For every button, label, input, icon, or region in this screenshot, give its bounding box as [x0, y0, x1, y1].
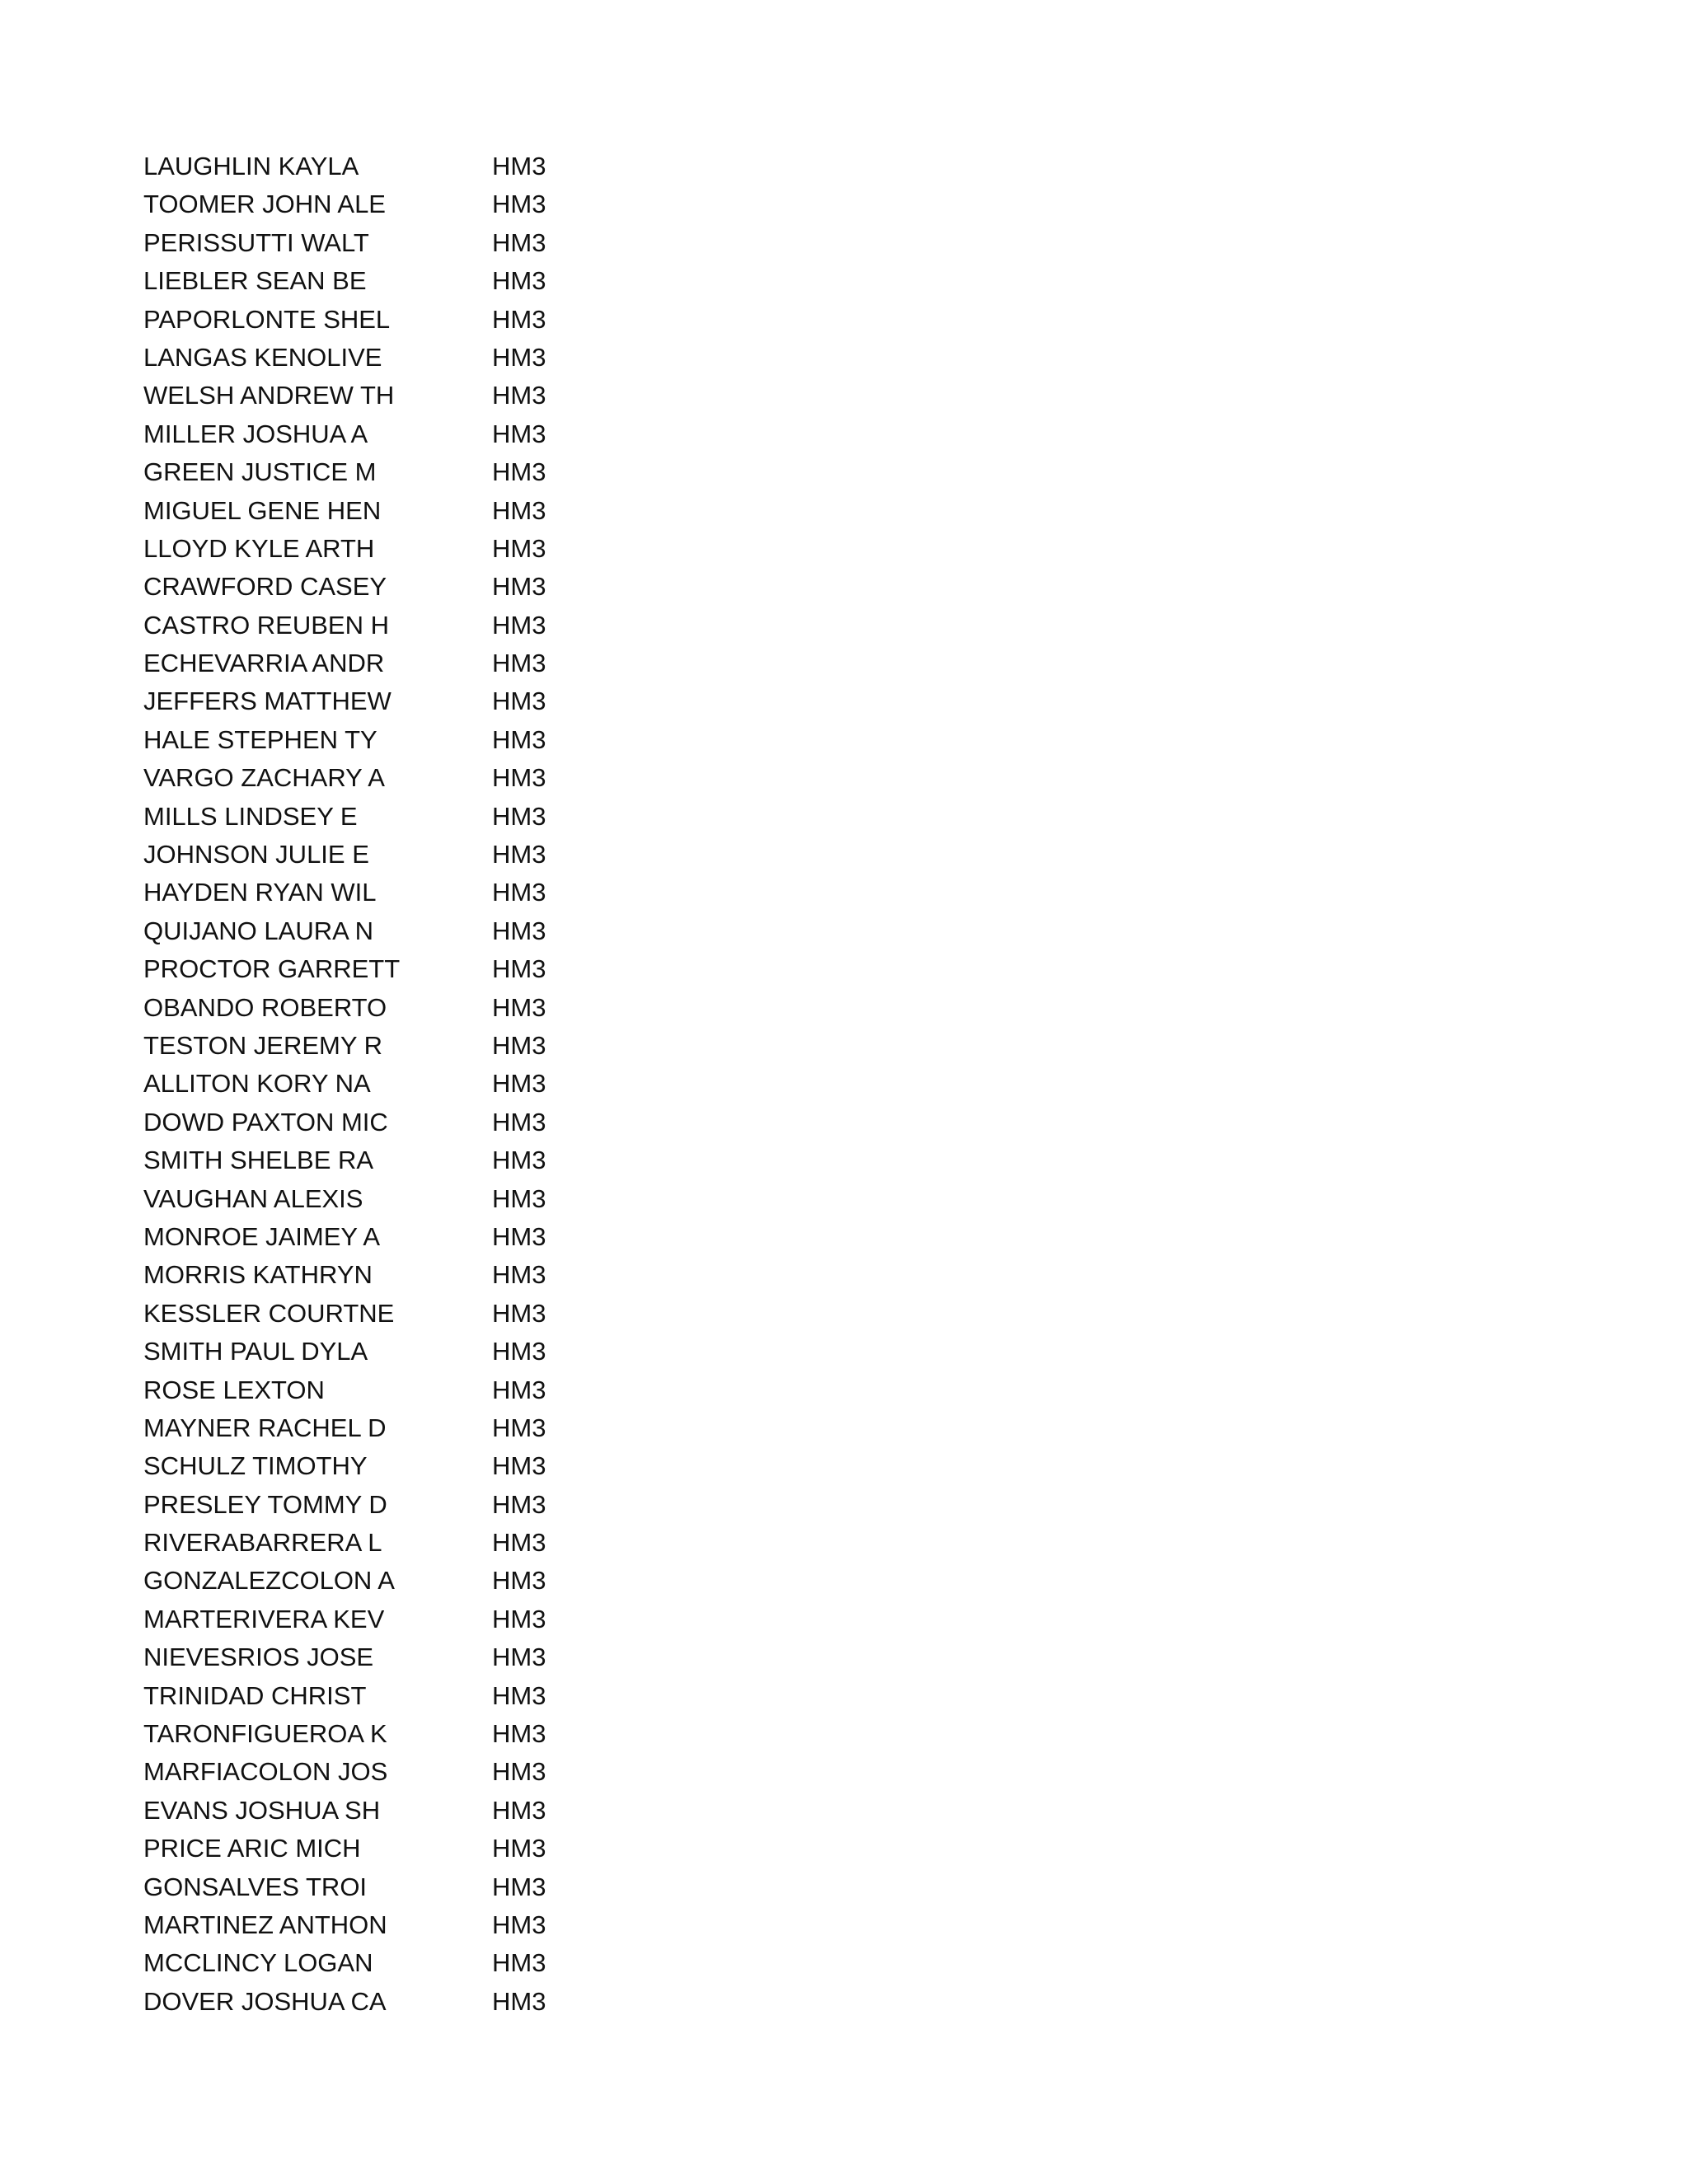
list-item: [143, 798, 605, 836]
member-name: EVANS JOSHUA SH: [143, 1795, 381, 1825]
member-name: MCCLINCY LOGAN: [143, 1948, 373, 1978]
member-rate: HM3: [492, 610, 546, 640]
list-item: [143, 1027, 605, 1065]
member-name: SMITH SHELBE RA: [143, 1146, 374, 1175]
member-name: LLOYD KYLE ARTH: [143, 533, 375, 563]
member-rate: HM3: [492, 1680, 546, 1710]
list-item: [143, 1065, 605, 1103]
list-item: [143, 1983, 605, 2021]
member-rate: HM3: [492, 1910, 546, 1939]
member-name: WELSH ANDREW TH: [143, 381, 395, 410]
member-rate: HM3: [492, 572, 546, 602]
member-rate: HM3: [492, 687, 546, 716]
list-item: [143, 1486, 605, 1524]
member-name: TOOMER JOHN ALE: [143, 190, 386, 219]
list-item: [143, 1715, 605, 1753]
list-item: [143, 989, 605, 1027]
member-rate: HM3: [492, 227, 546, 257]
member-name: GONSALVES TROI: [143, 1872, 368, 1901]
list-item: [143, 1524, 605, 1562]
list-item: [143, 1868, 605, 1906]
list-item: [143, 1906, 605, 1944]
member-rate: HM3: [492, 1183, 546, 1213]
member-rate: HM3: [492, 1030, 546, 1060]
list-item: [143, 1638, 605, 1676]
member-rate: HM3: [492, 1069, 546, 1099]
member-name: SCHULZ TIMOTHY: [143, 1451, 368, 1481]
member-name: VAUGHAN ALEXIS: [143, 1183, 363, 1213]
list-item: [143, 1141, 605, 1179]
member-name: VARGO ZACHARY A: [143, 763, 385, 793]
member-name: KESSLER COURTNE: [143, 1298, 395, 1328]
member-rate: HM3: [492, 992, 546, 1022]
member-name: QUIJANO LAURA N: [143, 916, 374, 945]
member-rate: HM3: [492, 878, 546, 907]
list-item: [143, 682, 605, 720]
list-item: [143, 339, 605, 377]
member-rate: HM3: [492, 1337, 546, 1366]
member-rate: HM3: [492, 266, 546, 296]
list-item: [143, 721, 605, 759]
member-name: TESTON JEREMY R: [143, 1030, 382, 1060]
list-item: [143, 1562, 605, 1600]
member-name: ALLITON KORY NA: [143, 1069, 371, 1099]
list-item: [143, 185, 605, 223]
member-rate: HM3: [492, 1986, 546, 2016]
list-item: [143, 148, 605, 185]
list-item: [143, 1677, 605, 1715]
member-rate: HM3: [492, 954, 546, 984]
list-item: [143, 836, 605, 874]
member-name: GONZALEZCOLON A: [143, 1566, 395, 1596]
list-item: [143, 644, 605, 682]
list-item: [143, 1830, 605, 1868]
member-rate: HM3: [492, 649, 546, 678]
member-name: MILLS LINDSEY E: [143, 801, 358, 831]
member-rate: HM3: [492, 763, 546, 793]
list-item: [143, 1409, 605, 1447]
member-name: PAPORLONTE SHEL: [143, 304, 391, 334]
list-item: [143, 950, 605, 988]
member-name: MIGUEL GENE HEN: [143, 495, 382, 525]
member-name: JEFFERS MATTHEW: [143, 687, 392, 716]
list-item: [143, 1104, 605, 1141]
list-item: [143, 1180, 605, 1218]
member-rate: HM3: [492, 1260, 546, 1290]
list-item: [143, 759, 605, 797]
member-name: DOWD PAXTON MIC: [143, 1107, 388, 1137]
member-name: MARTINEZ ANTHON: [143, 1910, 387, 1939]
member-name: MARFIACOLON JOS: [143, 1757, 388, 1787]
member-rate: HM3: [492, 1298, 546, 1328]
member-rate: HM3: [492, 724, 546, 754]
member-name: LAUGHLIN KAYLA: [143, 152, 359, 180]
member-rate: HM3: [492, 1872, 546, 1901]
list-item: [143, 453, 605, 491]
member-rate: HM3: [492, 1795, 546, 1825]
list-item: [143, 224, 605, 262]
member-name: MILLER JOSHUA A: [143, 419, 368, 448]
member-name: SMITH PAUL DYLA: [143, 1337, 368, 1366]
member-name: HALE STEPHEN TY: [143, 724, 377, 754]
list-item: [143, 1256, 605, 1294]
member-name: ECHEVARRIA ANDR: [143, 649, 385, 678]
list-item: [143, 301, 605, 339]
member-rate: HM3: [492, 1107, 546, 1137]
list-item: [143, 1371, 605, 1409]
list-item: [143, 1753, 605, 1791]
member-name: TARONFIGUEROA K: [143, 1719, 387, 1749]
member-rate: HM3: [492, 381, 546, 410]
member-name: RIVERABARRERA L: [143, 1528, 382, 1558]
list-item: [143, 1944, 605, 1982]
member-rate: HM3: [492, 342, 546, 372]
list-item: [143, 912, 605, 950]
list-item: [143, 874, 605, 912]
list-item: [143, 530, 605, 568]
member-rate: HM3: [492, 533, 546, 563]
list-item: [143, 1792, 605, 1830]
member-rate: HM3: [492, 495, 546, 525]
list-item: [143, 1218, 605, 1256]
member-name: TRINIDAD CHRIST: [143, 1680, 367, 1710]
member-name: CRAWFORD CASEY: [143, 572, 387, 602]
member-rate: HM3: [492, 304, 546, 334]
member-name: HAYDEN RYAN WIL: [143, 878, 377, 907]
list-item: [143, 568, 605, 606]
list-item: [143, 1447, 605, 1485]
member-rate: HM3: [492, 190, 546, 219]
member-name: DOVER JOSHUA CA: [143, 1986, 387, 2016]
member-rate: HM3: [492, 1719, 546, 1749]
list-item: [143, 415, 605, 453]
member-rate: HM3: [492, 1413, 546, 1442]
member-name: GREEN JUSTICE M: [143, 457, 377, 487]
member-name: JOHNSON JULIE E: [143, 840, 369, 869]
member-rate: HM3: [492, 1948, 546, 1978]
member-rate: HM3: [492, 1834, 546, 1863]
member-name: NIEVESRIOS JOSE: [143, 1643, 374, 1672]
list-item: [143, 262, 605, 300]
member-name: PROCTOR GARRETT: [143, 954, 401, 984]
member-name: MONROE JAIMEY A: [143, 1221, 381, 1251]
member-rate: HM3: [492, 457, 546, 487]
member-rate: HM3: [492, 1604, 546, 1633]
member-name: PERISSUTTI WALT: [143, 227, 369, 257]
member-rate: HM3: [492, 1221, 546, 1251]
member-name: LANGAS KENOLIVE: [143, 342, 382, 372]
list-item: [143, 492, 605, 530]
list-item: [143, 1295, 605, 1333]
member-name: PRICE ARIC MICH: [143, 1834, 361, 1863]
list-item: [143, 1601, 605, 1638]
member-rate: HM3: [492, 840, 546, 869]
member-rate: HM3: [492, 1146, 546, 1175]
list-item: [143, 607, 605, 644]
member-rate: HM3: [492, 1566, 546, 1596]
member-name: PRESLEY TOMMY D: [143, 1489, 387, 1519]
member-rate: HM3: [492, 419, 546, 448]
member-name: ROSE LEXTON: [143, 1375, 325, 1404]
list-item: [143, 377, 605, 415]
member-rate: HM3: [492, 1375, 546, 1404]
member-rate: HM3: [492, 801, 546, 831]
member-rate: HM3: [492, 1643, 546, 1672]
member-rate: HM3: [492, 1489, 546, 1519]
list-item: [143, 1333, 605, 1371]
roster-list: [143, 148, 605, 2021]
member-rate: HM3: [492, 1757, 546, 1787]
member-rate: HM3: [492, 152, 546, 180]
member-name: MAYNER RACHEL D: [143, 1413, 387, 1442]
member-rate: HM3: [492, 1451, 546, 1481]
member-name: OBANDO ROBERTO: [143, 992, 387, 1022]
member-rate: HM3: [492, 1528, 546, 1558]
member-rate: HM3: [492, 916, 546, 945]
member-name: MORRIS KATHRYN: [143, 1260, 373, 1290]
member-name: LIEBLER SEAN BE: [143, 266, 367, 296]
member-name: MARTERIVERA KEV: [143, 1604, 385, 1633]
member-name: CASTRO REUBEN H: [143, 610, 389, 640]
